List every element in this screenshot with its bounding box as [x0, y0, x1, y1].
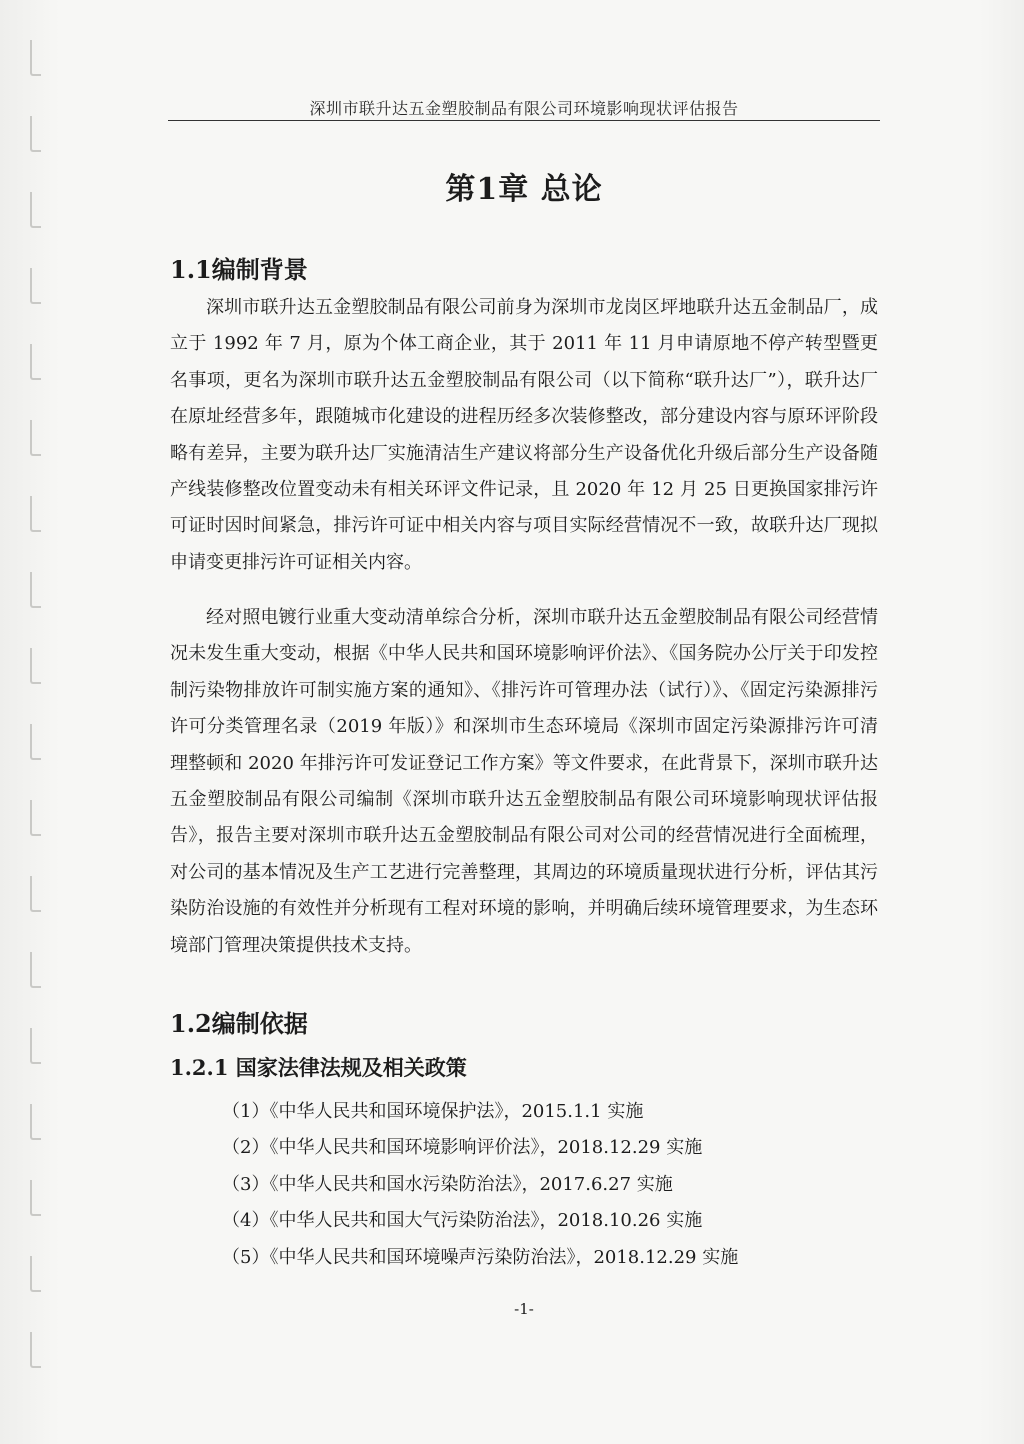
background-paragraph-2: 经对照电镀行业重大变动清单综合分析，深圳市联升达五金塑胶制品有限公司经营情况未发生重大变动，根据《中华人民共和国环境影响评价法》、《国务院办公厅关于印发控制污染物排放许可制实施方案的通知》、《排污许可管理办法（试行）》、《固定污染源排污许可分类管理名录（2019 年版）》和深圳市生态环境局《深圳市固定污染源排污许可清理整顿和 2020 年排污许可发证登记工作方案》等文件要求，在此背景下，深圳市联升达五金塑胶制品有限公司编制《深圳市联升达五金塑胶制品有限公司环境影响现状评估报告》，报告主要对深圳市联升达五金塑胶制品有限公司对公司的经营情况进行全面梳理，对公司的基本情况及生产工艺进行完善整理，其周边的环境质量现状进行分析，评估其污染防治设施的有效性并分析现有工程对环境的影响，并明确后续环境管理要求，为生态环境部门管理决策提供技术支持。: [170, 607, 878, 956]
binding-mark: [30, 192, 41, 228]
header-rule: [168, 120, 880, 121]
binding-mark: [30, 952, 41, 988]
section-heading-1-2: 1.2编制依据: [170, 1009, 308, 1038]
law-list-item: （5）《中华人民共和国环境噪声污染防治法》，2018.12.29 实施: [222, 1246, 739, 1268]
law-list-item: （2）《中华人民共和国环境影响评价法》，2018.12.29 实施: [222, 1137, 703, 1159]
running-header: 深圳市联升达五金塑胶制品有限公司环境影响现状评估报告: [309, 99, 739, 118]
binding-mark: [30, 344, 41, 380]
binding-mark: [30, 496, 41, 532]
binding-mark: [30, 268, 41, 304]
binding-mark: [30, 1104, 41, 1140]
binding-mark: [30, 648, 41, 684]
binding-mark: [30, 1256, 41, 1292]
binding-mark: [30, 40, 41, 76]
binding-mark: [30, 1332, 41, 1368]
binding-mark: [30, 800, 41, 836]
subsection-heading-1-2-1: 1.2.1 国家法律法规及相关政策: [170, 1055, 467, 1080]
binding-mark: [30, 1028, 41, 1064]
binding-mark: [30, 420, 41, 456]
law-list-item: （4）《中华人民共和国大气污染防治法》，2018.10.26 实施: [222, 1210, 703, 1232]
page-number: -1-: [514, 1300, 534, 1318]
binding-mark: [30, 876, 41, 912]
binding-mark: [30, 724, 41, 760]
binding-mark: [30, 572, 41, 608]
section-heading-1-1: 1.1编制背景: [170, 255, 308, 284]
chapter-title: 第1章 总论: [445, 172, 603, 207]
binding-mark: [30, 1180, 41, 1216]
law-list: [170, 1094, 878, 1276]
law-list-item: （3）《中华人民共和国水污染防治法》，2017.6.27 实施: [222, 1173, 673, 1195]
law-list-item: （1）《中华人民共和国环境保护法》，2015.1.1 实施: [222, 1101, 644, 1122]
binding-holes: [30, 40, 42, 1420]
background-paragraph-1: 深圳市联升达五金塑胶制品有限公司前身为深圳市龙岗区坪地联升达五金制品厂，成立于 1992 年 7 月，原为个体工商企业，其于 2011 年 11 月申请原地不停产转型暨更名事项，更名为深圳市联升达五金塑胶制品有限公司（以下简称“联升达厂”），联升达厂在原址经营多年，跟随城市化建设的进程历经多次装修整改，部分建设内容与原环评阶段略有差异，主要为联升达厂实施清洁生产建议将部分生产设备优化升级后部分生产设备随产线装修整改位置变动未有相关环评文件记录，且 2020 年 12 月 25 日更换国家排污许可证时因时间紧急，排污许可证中相关内容与项目实际经营情况不一致，故联升达厂现拟申请变更排污许可证相关内容。: [170, 297, 878, 573]
binding-mark: [30, 116, 41, 152]
